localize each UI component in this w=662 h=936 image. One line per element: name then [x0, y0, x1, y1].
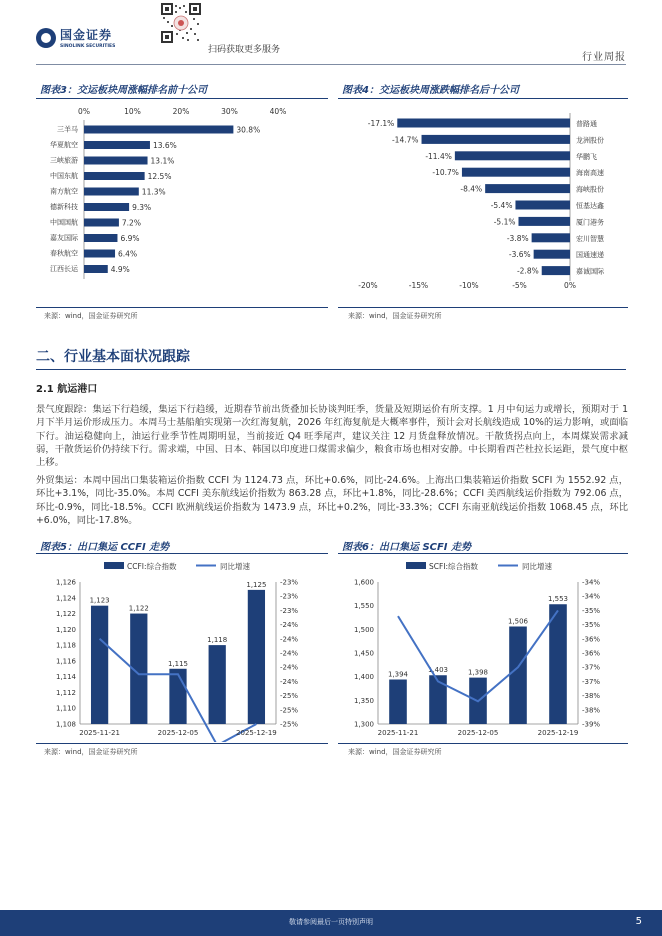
- fig4-bar: [422, 135, 570, 144]
- fig3-bar: [84, 188, 139, 196]
- fig4-title-rule: [338, 98, 628, 99]
- fig5-title: 图表5：出口集运 CCFI 走势: [40, 542, 170, 553]
- fig4-x-tick-label: -20%: [358, 281, 378, 290]
- fig3-title: 图表3：交运板块周涨幅排名前十公司: [40, 85, 207, 96]
- fig6-source: 来源：wind，国金证券研究所: [348, 748, 442, 756]
- fig5-right-tick-label: -24%: [280, 635, 299, 644]
- fig5-left-tick-label: 1,110: [55, 704, 76, 713]
- fig4-bar: [515, 201, 570, 210]
- fig6-title-rule: [338, 553, 628, 554]
- fig3-category-label: 华夏航空: [50, 141, 78, 149]
- fig5-legend-line-label: 同比增速: [220, 562, 250, 571]
- logo-mark-icon: [36, 28, 56, 48]
- fig4-bar-value-label: -5.4%: [490, 201, 513, 210]
- fig4-x-tick-label: -10%: [459, 281, 479, 290]
- fig4-category-label: 厦门港务: [576, 218, 604, 227]
- fig6-bar-value-label: 1,553: [547, 595, 569, 604]
- fig5-bar: [169, 669, 186, 724]
- fig5-right-tick-label: -25%: [280, 692, 299, 701]
- fig5-legend-bar-swatch: [104, 562, 124, 569]
- fig4-category-label: 嘉诚国际: [576, 267, 604, 276]
- fig4-category-label: 普路通: [576, 120, 597, 128]
- fig3-category-label: 春秋航空: [50, 249, 78, 258]
- fig4-category-label: 华鹏飞: [576, 152, 597, 161]
- fig6-right-tick-label: -34%: [582, 592, 601, 601]
- fig3-bar: [84, 219, 119, 227]
- fig6-legend-bar-label: SCFI:综合指数: [429, 562, 479, 571]
- fig6-x-tick-label: 2025-11-21: [377, 729, 419, 737]
- fig3-x-tick-label: 10%: [124, 107, 141, 116]
- fig5-bar-value-label: 1,115: [167, 659, 189, 668]
- fig6-title: 图表6：出口集运 SCFI 走势: [342, 542, 472, 553]
- fig3-category-label: 中国国航: [50, 218, 78, 227]
- section-divider: [36, 369, 626, 370]
- fig3-bar-value-label: 4.9%: [110, 265, 130, 274]
- fig3-category-label: 南方航空: [50, 187, 78, 196]
- page-number: 5: [635, 916, 642, 927]
- fig5-right-tick-label: -24%: [280, 649, 299, 658]
- fig6-left-tick-label: 1,500: [353, 625, 374, 634]
- fig5-source: 来源：wind，国金证券研究所: [44, 748, 138, 756]
- fig3-category-label: 嘉友国际: [50, 234, 78, 242]
- fig6-bar: [509, 626, 527, 724]
- fig6-bar-value-label: 1,403: [427, 666, 449, 675]
- fig4-category-label: 国通速递: [576, 251, 604, 260]
- fig6-left-tick-label: 1,300: [353, 720, 374, 729]
- fig6-right-tick-label: -38%: [582, 692, 601, 701]
- fig6-bar: [429, 675, 447, 724]
- fig3-category-label: 江西长运: [50, 265, 78, 273]
- fig6-bar-value-label: 1,506: [507, 617, 529, 626]
- fig5-bar-value-label: 1,122: [128, 604, 149, 613]
- fig6-right-tick-label: -36%: [582, 635, 601, 644]
- fig6-bar: [549, 604, 567, 724]
- fig5-left-tick-label: 1,114: [55, 673, 76, 682]
- fig3-x-tick-label: 20%: [172, 107, 190, 116]
- fig4-category-label: 宏川智慧: [576, 234, 604, 243]
- fig3-bottom-rule: [36, 307, 328, 308]
- report-type: 行业周报: [582, 52, 626, 63]
- fig3-category-label: 三羊马: [57, 125, 78, 134]
- fig4-bar: [485, 184, 570, 193]
- fig3-bar: [84, 157, 148, 165]
- fig3-x-tick-label: 30%: [221, 107, 238, 116]
- fig6-right-tick-label: -34%: [582, 578, 601, 587]
- fig3-bar-value-label: 6.9%: [120, 234, 140, 243]
- fig6-chart: [338, 556, 630, 742]
- fig4-x-tick-label: 0%: [564, 281, 576, 290]
- footer-disclaimer: 敬请参阅最后一页特别声明: [289, 918, 373, 926]
- fig4-title: 图表4：交运板块周涨跌幅排名后十公司: [342, 85, 519, 96]
- fig6-x-tick-label: 2025-12-19: [537, 729, 579, 737]
- fig5-right-tick-label: -25%: [280, 720, 299, 729]
- fig4-bottom-rule: [338, 307, 628, 308]
- fig5-left-tick-label: 1,120: [55, 625, 76, 634]
- fig4-category-label: 龙洲股份: [576, 136, 604, 145]
- fig6-left-tick-label: 1,600: [353, 578, 374, 587]
- fig3-bar: [84, 250, 115, 258]
- fig5-right-tick-label: -24%: [280, 621, 299, 630]
- fig6-left-tick-label: 1,450: [353, 649, 374, 658]
- fig4-bar: [455, 151, 570, 160]
- fig5-x-tick-label: 2025-12-19: [236, 729, 277, 737]
- fig5-bar: [209, 645, 226, 724]
- fig5-right-tick-label: -24%: [280, 677, 299, 686]
- fig4-bar: [462, 168, 570, 177]
- fig5-chart: [36, 556, 330, 742]
- qr-code-icon[interactable]: [160, 2, 202, 44]
- fig6-right-tick-label: -38%: [582, 706, 601, 715]
- subsection-title: 2.1 航运港口: [36, 384, 98, 395]
- fig5-left-tick-label: 1,124: [55, 594, 76, 603]
- fig4-bar: [518, 217, 570, 226]
- fig5-right-tick-label: -24%: [280, 663, 299, 672]
- fig3-bar: [84, 234, 117, 242]
- fig3-category-label: 德新科技: [50, 203, 78, 211]
- fig5-bar: [248, 590, 265, 724]
- fig4-bar-value-label: -3.8%: [506, 233, 529, 243]
- fig5-x-tick-label: 2025-11-21: [79, 729, 120, 737]
- fig4-x-tick-label: -15%: [408, 281, 429, 290]
- fig6-bar-value-label: 1,398: [467, 668, 489, 677]
- fig3-source: 来源：wind，国金证券研究所: [44, 312, 138, 320]
- fig3-bar-value-label: 30.8%: [236, 125, 261, 135]
- fig6-legend-bar-swatch: [406, 562, 426, 569]
- fig6-right-tick-label: -37%: [582, 677, 601, 686]
- logo-chinese-name: 国金证券: [60, 28, 113, 42]
- fig4-category-label: 海南高速: [576, 169, 604, 178]
- fig5-right-tick-label: -23%: [280, 606, 299, 615]
- fig6-right-tick-label: -35%: [582, 621, 601, 630]
- fig5-right-tick-label: -23%: [280, 578, 299, 587]
- fig3-bar-value-label: 11.3%: [141, 187, 166, 197]
- fig6-left-tick-label: 1,400: [353, 673, 374, 682]
- fig3-category-label: 中国东航: [50, 172, 78, 180]
- fig3-bar: [84, 265, 108, 273]
- fig3-bar-value-label: 13.6%: [152, 141, 177, 150]
- fig6-bar: [389, 680, 407, 724]
- fig5-title-rule: [36, 553, 328, 554]
- fig5-bar: [91, 606, 108, 724]
- fig6-right-tick-label: -37%: [582, 663, 601, 672]
- logo-english-name: SINOLINK SECURITIES: [60, 44, 116, 49]
- fig5-left-tick-label: 1,112: [55, 688, 76, 697]
- fig5-bar-value-label: 1,123: [89, 596, 110, 605]
- fig4-bar-value-label: -8.4%: [460, 184, 483, 194]
- fig3-x-tick-label: 40%: [269, 107, 287, 116]
- fig5-left-tick-label: 1,118: [55, 641, 76, 650]
- fig3-bar-value-label: 7.2%: [121, 218, 141, 228]
- fig4-bar: [397, 119, 570, 128]
- fig4-bar-value-label: -17.1%: [367, 119, 395, 128]
- fig6-x-tick-label: 2025-12-05: [457, 729, 499, 737]
- fig6-left-tick-label: 1,550: [353, 602, 374, 611]
- page-footer: [0, 910, 662, 936]
- fig4-category-label: 海峡股份: [576, 185, 604, 194]
- fig4-source: 来源：wind，国金证券研究所: [348, 312, 442, 320]
- fig4-x-tick-label: -5%: [512, 281, 527, 290]
- paragraph-sentiment: 景气度跟踪：集运下行趋缓，集运下行趋缓，近期春节前出货叠加长协谈判旺季，货量及短期运价有所支撑。1 月中旬运力或增长，预期对于 1 月下半月运价形成压力。本周马士基船舶实现第一次红海复航，2026 年红海复航是大概率事件，预计会对长航线造成 10%的运力影响，或面临下行。油运稳健向上，油运行业季节性周期明显，当前接近 Q4 旺季尾声，建议关注 12 月货盘释放情况。干散货拐点向上，本周煤炭需求减弱，干散货运价仍持续下行。需求端，中国、日本、韩国以印度进口煤需求偏少，粮食市场也相对安静。中长期看西芒杜拉长运距，景气度中枢上移。: [36, 404, 628, 469]
- page-header: [0, 0, 662, 72]
- fig6-bottom-rule: [338, 743, 628, 744]
- fig4-bar-value-label: -5.1%: [493, 217, 516, 227]
- fig3-bar-value-label: 12.5%: [147, 172, 172, 181]
- fig3-bar-value-label: 9.3%: [132, 203, 152, 212]
- fig3-bar: [84, 141, 150, 149]
- fig5-bar-value-label: 1,125: [246, 580, 267, 589]
- fig5-left-tick-label: 1,108: [55, 720, 76, 729]
- fig3-title-rule: [36, 98, 328, 99]
- fig3-bar-value-label: 13.1%: [150, 156, 175, 166]
- fig5-right-tick-label: -25%: [280, 706, 299, 715]
- fig4-category-label: 恒基达鑫: [576, 202, 604, 210]
- fig5-left-tick-label: 1,126: [55, 578, 76, 587]
- header-divider: [36, 64, 626, 65]
- paragraph-container-freight: 外贸集运：本周中国出口集装箱运价指数 CCFI 为 1124.73 点，环比+0.6%，同比-24.6%。上海出口集装箱运价指数 SCFI 为 1552.92 点，环比+3.1%，同比-35.0%。本周 CCFI 美东航线运价指数为 863.28 点，环比+1.8%，同比-28.6%；CCFI 美西航线运价指数为 792.06 点，环比-0.9%，同比-18.5%。CCFI 欧洲航线运价指数为 1473.9 点，环比+0.2%，同比-33.3%；CCFI 东南亚航线运价指数 1068.45 点，环比+6.0%，同比-17.8%。: [36, 475, 628, 526]
- fig4-bar-value-label: -2.8%: [516, 266, 539, 276]
- fig3-bar: [84, 126, 233, 134]
- fig6-right-tick-label: -39%: [582, 720, 601, 729]
- fig5-bar-value-label: 1,118: [207, 636, 228, 645]
- fig4-bar: [532, 233, 570, 242]
- fig6-left-tick-label: 1,350: [353, 696, 374, 705]
- fig4-bar: [534, 250, 570, 259]
- fig4-bar-value-label: -3.6%: [508, 250, 531, 260]
- scan-qr-text: 扫码获取更多服务: [208, 45, 281, 55]
- fig5-x-tick-label: 2025-12-05: [157, 729, 199, 737]
- fig4-bar: [542, 266, 570, 275]
- fig3-bar: [84, 172, 145, 180]
- fig4-bar-value-label: -14.7%: [391, 135, 419, 145]
- fig5-left-tick-label: 1,122: [55, 610, 76, 619]
- fig5-legend-bar-label: CCFI:综合指数: [127, 562, 177, 571]
- fig6-right-tick-label: -35%: [582, 606, 601, 615]
- fig5-right-tick-label: -23%: [280, 592, 299, 601]
- fig3-category-label: 三峡旅游: [50, 156, 78, 165]
- fig5-left-tick-label: 1,116: [55, 657, 76, 666]
- fig6-bar-value-label: 1,394: [387, 670, 409, 679]
- fig3-bar: [84, 203, 129, 211]
- fig3-chart: [36, 100, 330, 306]
- company-logo: [36, 26, 115, 49]
- fig5-bottom-rule: [36, 743, 328, 744]
- fig3-bar-value-label: 6.4%: [118, 249, 138, 259]
- fig4-bar-value-label: -11.4%: [425, 151, 452, 161]
- section-title: 二、行业基本面状况跟踪: [36, 349, 190, 365]
- fig3-x-tick-label: 0%: [78, 107, 90, 116]
- fig6-right-tick-label: -36%: [582, 649, 601, 658]
- fig6-legend-line-label: 同比增速: [522, 562, 552, 571]
- fig4-bar-value-label: -10.7%: [432, 168, 459, 178]
- fig4-chart: [338, 100, 630, 306]
